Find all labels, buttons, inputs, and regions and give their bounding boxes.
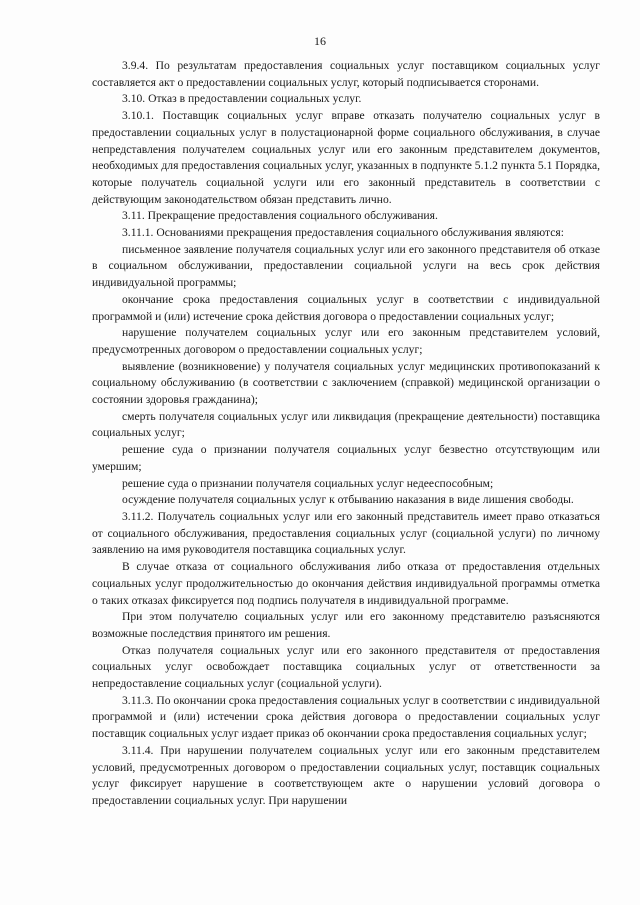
paragraph-refusal-note: В случае отказа от социального обслуживания либо отказа от предоставления отдельных социальных услуг продолжительностью до окончания действия индивидуальной программы отметка о таких отказах фиксируется под подпись получателя в индивидуальной программе. — [92, 560, 600, 607]
paragraph-consequences: При этом получателю социальных услуг или его законному представителю разъясняются возможные последствия принятого им решения. — [92, 610, 600, 640]
list-item-court-incapable: решение суда о признании получателя социальных услуг недееспособным; — [122, 476, 494, 490]
list-item-term-expiry: окончание срока предоставления социальных услуг в соответствии с индивидуальной программой и (или) истечение срока действия договора о предоставлении социальных услуг; — [92, 292, 600, 323]
paragraph-3-11-3: 3.11.3. По окончании срока предоставления социальных услуг в соответствии с индивидуальной программой и (или) истечении срока действия договора о предоставлении социальных услуг поставщик социальных услуг издает приказ об окончании срока предоставления социальных услуг; — [92, 693, 600, 741]
document-body — [92, 58, 600, 810]
paragraph-3-10-1: 3.10.1. Поставщик социальных услуг вправе отказать получателю социальных услуг в предоставлении социальных услуг в полустационарной форме социального обслуживания, в случае непредставления получателем социальных услуг или его законным представителем документов, необходимых для предоставления социальных услуг, указанных в подпункте 5.1.2 пункта 5.1 Порядка, которые получатель социальной услуги или его законный представитель в соответствии с действующим законодательством обязан представить лично. — [92, 109, 600, 206]
paragraph-3-11-1: 3.11.1. Основаниями прекращения предоставления социального обслуживания являются: — [122, 226, 564, 240]
page-number: 16 — [314, 34, 326, 48]
list-item-imprisonment: осуждение получателя социальных услуг к отбыванию наказания в виде лишения свободы. — [122, 493, 574, 507]
list-item-contract-violation: нарушение получателем социальных услуг или его законным представителем условий, предусмотренных договором о предоставлении социальных услуг; — [92, 326, 600, 356]
paragraph-refusal-liability: Отказ получателя социальных услуг или его законного представителя от предоставления социальных услуг освобождает поставщика социальных услуг от ответственности за непредоставление социальных услуг (социальной услуги). — [92, 643, 600, 691]
paragraph-3-11-4: 3.11.4. При нарушении получателем социальных услуг или его законным представителем условий, предусмотренных договором о предоставлении социальных услуг, поставщик социальных услуг фиксирует нарушение в соответствующем акте о нарушении условий договора о предоставлении социальных услуг. При нарушении — [92, 743, 600, 807]
paragraph-3-11: 3.11. Прекращение предоставления социального обслуживания. — [122, 209, 438, 223]
paragraph-3-10: 3.10. Отказ в предоставлении социальных услуг. — [122, 92, 362, 106]
list-item-court-missing: решение суда о признании получателя социальных услуг безвестно отсутствующим или умершим; — [92, 443, 600, 473]
paragraph-3-9-4: 3.9.4. По результатам предоставления социальных услуг поставщиком социальных услуг составляется акт о предоставлении социальных услуг, который подписывается сторонами. — [92, 59, 600, 89]
list-item-death-or-liquidation: смерть получателя социальных услуг или ликвидация (прекращение деятельности) поставщика социальных услуг; — [92, 409, 600, 440]
paragraph-3-11-2: 3.11.2. Получатель социальных услуг или его законный представитель имеет право отказаться от социального обслуживания, предоставления социальных услуг (социальной услуги) по личному заявлению на имя руководителя поставщика социальных услуг. — [92, 509, 600, 557]
list-item-medical-contraindications: выявление (возникновение) у получателя социальных услуг медицинских противопоказаний к социальному обслуживанию (в соответствии с заключением (справкой) медицинской организации о состоянии здоровья гражданина); — [92, 359, 600, 407]
list-item-written-statement: письменное заявление получателя социальных услуг или его законного представителя об отказе в социальном обслуживании, предоставлении социальной услуги на весь срок действия индивидуальной программы; — [92, 242, 600, 290]
